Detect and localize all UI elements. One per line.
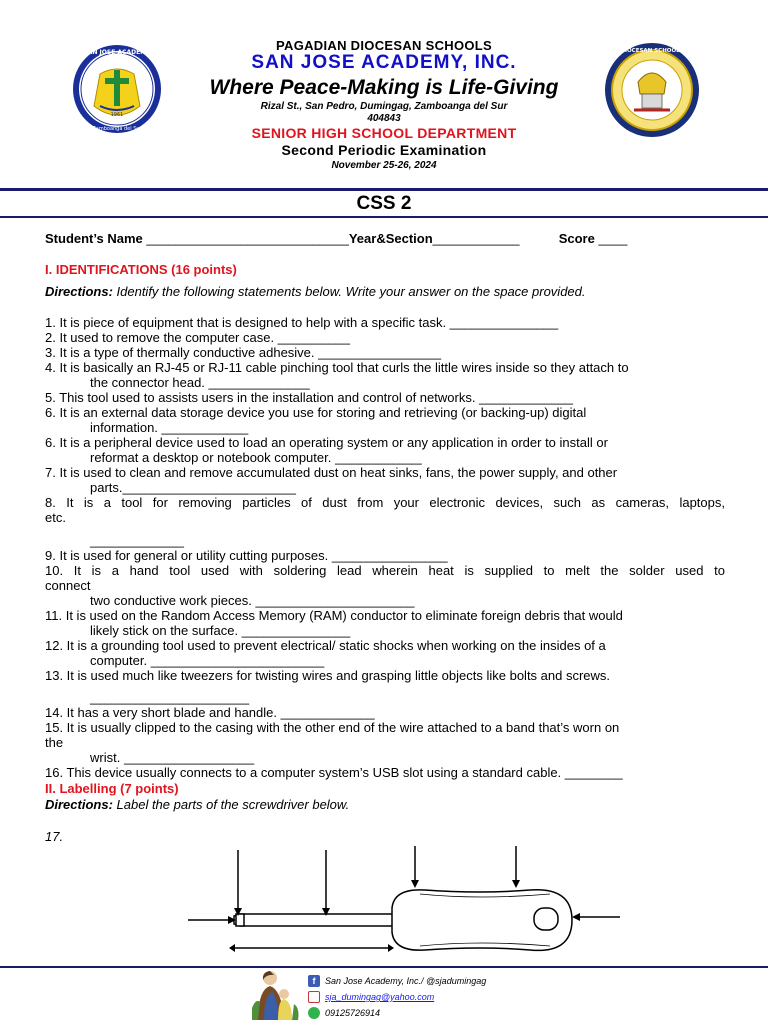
item-number: 17. xyxy=(45,829,64,844)
score-field[interactable]: ____ xyxy=(598,231,628,246)
question-text: 3. It is a type of thermally conductive adhesive. _________________ xyxy=(45,345,442,360)
question-item xyxy=(45,495,725,548)
question-list xyxy=(45,315,725,780)
section-labelling-directions xyxy=(45,797,349,812)
student-name-field[interactable]: ____________________________ xyxy=(146,231,349,246)
question-text: 2. It used to remove the computer case. __________ xyxy=(45,330,350,345)
question-item xyxy=(45,563,725,608)
question-item xyxy=(45,405,725,435)
score-label: Score xyxy=(558,231,595,246)
academy-name: SAN JOSE ACADEMY, INC. xyxy=(251,52,517,73)
question-item xyxy=(45,345,725,360)
school-motto: Where Peace-Making is Life-Giving xyxy=(209,76,559,99)
question-continuation: connect xyxy=(45,578,91,593)
question-item xyxy=(45,668,725,705)
question-text: 9. It is used for general or utility cutting purposes. ________________ xyxy=(45,548,448,563)
svg-text:DIOCESAN SCHOOLS: DIOCESAN SCHOOLS xyxy=(620,48,684,54)
exam-title: Second Periodic Examination xyxy=(281,142,487,158)
question-item xyxy=(45,705,725,720)
directions-text: Identify the following statements below. Write your answer on the space provided. xyxy=(112,284,586,299)
question-text: 10. It is a hand tool used with soldering lead wherein heat is supplied to melt the solder used to xyxy=(45,563,725,578)
student-info-row xyxy=(45,231,627,246)
svg-text:SAN JOSE ACADEMY: SAN JOSE ACADEMY xyxy=(83,49,151,56)
question-text: 14. It has a very short blade and handle. _____________ xyxy=(45,705,375,720)
exam-date: November 25-26, 2024 xyxy=(331,160,437,171)
question-continuation: reformat a desktop or notebook computer. ____________ xyxy=(90,450,422,465)
page-header xyxy=(0,0,768,190)
footer-facebook-row xyxy=(308,973,486,989)
question-item xyxy=(45,465,725,495)
question-text: 13. It is used much like tweezers for twisting wires and grasping little objects like bolts and screws. xyxy=(45,668,611,683)
question-text: 1. It is piece of equipment that is designed to help with a specific task. _______________ xyxy=(45,315,559,330)
question-continuation: information. ____________ xyxy=(90,420,249,435)
question-item xyxy=(45,765,725,780)
section-identifications-title: I. IDENTIFICATIONS (16 points) xyxy=(45,262,237,277)
student-name-label: Student’s Name xyxy=(45,231,143,246)
question-continuation: wrist. __________________ xyxy=(90,750,255,765)
screwdriver-diagram xyxy=(180,842,620,964)
footer-email-row xyxy=(308,989,486,1005)
svg-text:1961: 1961 xyxy=(110,112,124,118)
phone-icon xyxy=(308,1007,320,1019)
saint-joseph-image xyxy=(248,968,302,1020)
question-text: 15. It is usually clipped to the casing with the other end of the wire attached to a band that’s worn on xyxy=(45,720,620,735)
directions-label: Directions: xyxy=(45,284,113,299)
question-continuation: parts.________________________ xyxy=(90,480,297,495)
directions-text: Label the parts of the screwdriver below. xyxy=(112,797,350,812)
svg-text:Zamboanga del Sur: Zamboanga del Sur xyxy=(92,126,142,132)
question-text: 4. It is basically an RJ-45 or RJ-11 cable pinching tool that curls the little wires inside so they attach to xyxy=(45,360,629,375)
question-text: 6. It is an external data storage device you use for storing and retrieving (or backing-up) digital xyxy=(45,405,587,420)
question-text: 6. It is a peripheral device used to load an operating system or any application in order to install or xyxy=(45,435,608,450)
header-divider xyxy=(0,188,768,191)
question-continuation: etc. xyxy=(45,510,66,525)
question-item xyxy=(45,548,725,563)
section-identifications-directions xyxy=(45,284,586,299)
question-item xyxy=(45,360,725,390)
school-zip: 404843 xyxy=(367,113,401,124)
question-continuation: two conductive work pieces. ______________________ xyxy=(90,593,415,608)
question-item xyxy=(45,315,725,330)
subject-title: CSS 2 xyxy=(356,193,412,214)
question-item xyxy=(45,390,725,405)
department-title: SENIOR HIGH SCHOOL DEPARTMENT xyxy=(251,125,517,141)
question-text: 7. It is used to clean and remove accumulated dust on heat sinks, fans, the power supply, and other xyxy=(45,465,618,480)
question-text: 5. This tool used to assists users in the installation and control of networks. _____________ xyxy=(45,390,574,405)
question-item xyxy=(45,638,725,668)
question-text: 16. This device usually connects to a computer system’s USB slot using a standard cable. ________ xyxy=(45,765,623,780)
question-continuation: the xyxy=(45,735,64,750)
section-labelling-title: II. Labelling (7 points) xyxy=(45,781,179,796)
subject-divider xyxy=(0,216,768,218)
question-item xyxy=(45,435,725,465)
footer-divider xyxy=(0,966,768,968)
answer-blank[interactable]: ______________________ xyxy=(90,690,250,705)
question-continuation: likely stick on the surface. _______________ xyxy=(90,623,351,638)
question-item xyxy=(45,608,725,638)
question-continuation: computer. ________________________ xyxy=(90,653,325,668)
question-continuation: the connector head. ______________ xyxy=(90,375,310,390)
year-section-label: Year&Section xyxy=(348,231,433,246)
footer-phone[interactable]: 09125726914 xyxy=(325,1008,381,1018)
directions-label: Directions: xyxy=(45,797,113,812)
question-item xyxy=(45,720,725,765)
footer-contact xyxy=(308,973,486,1021)
diocese-name: PAGADIAN DIOCESAN SCHOOLS xyxy=(276,38,492,53)
answer-blank[interactable]: _____________ xyxy=(90,533,184,548)
year-section-field[interactable]: ____________ xyxy=(432,231,520,246)
email-icon xyxy=(308,991,320,1003)
school-address: Rizal St., San Pedro, Dumingag, Zamboanga del Sur xyxy=(260,101,508,112)
question-item xyxy=(45,330,725,345)
footer-email[interactable]: sja_dumingag@yahoo.com xyxy=(325,992,435,1002)
footer-facebook[interactable]: San Jose Academy, Inc./ @sjadumingag xyxy=(325,976,487,986)
footer-phone-row xyxy=(308,1005,486,1021)
facebook-icon: f xyxy=(308,975,320,987)
question-text: 12. It is a grounding tool used to prevent electrical/ static shocks when working on the insides of a xyxy=(45,638,606,653)
question-text: 8. It is a tool for removing particles of dust from your electronic devices, such as cameras, laptops, xyxy=(45,495,725,510)
question-text: 11. It is used on the Random Access Memory (RAM) conductor to eliminate foreign debris that would xyxy=(45,608,623,623)
